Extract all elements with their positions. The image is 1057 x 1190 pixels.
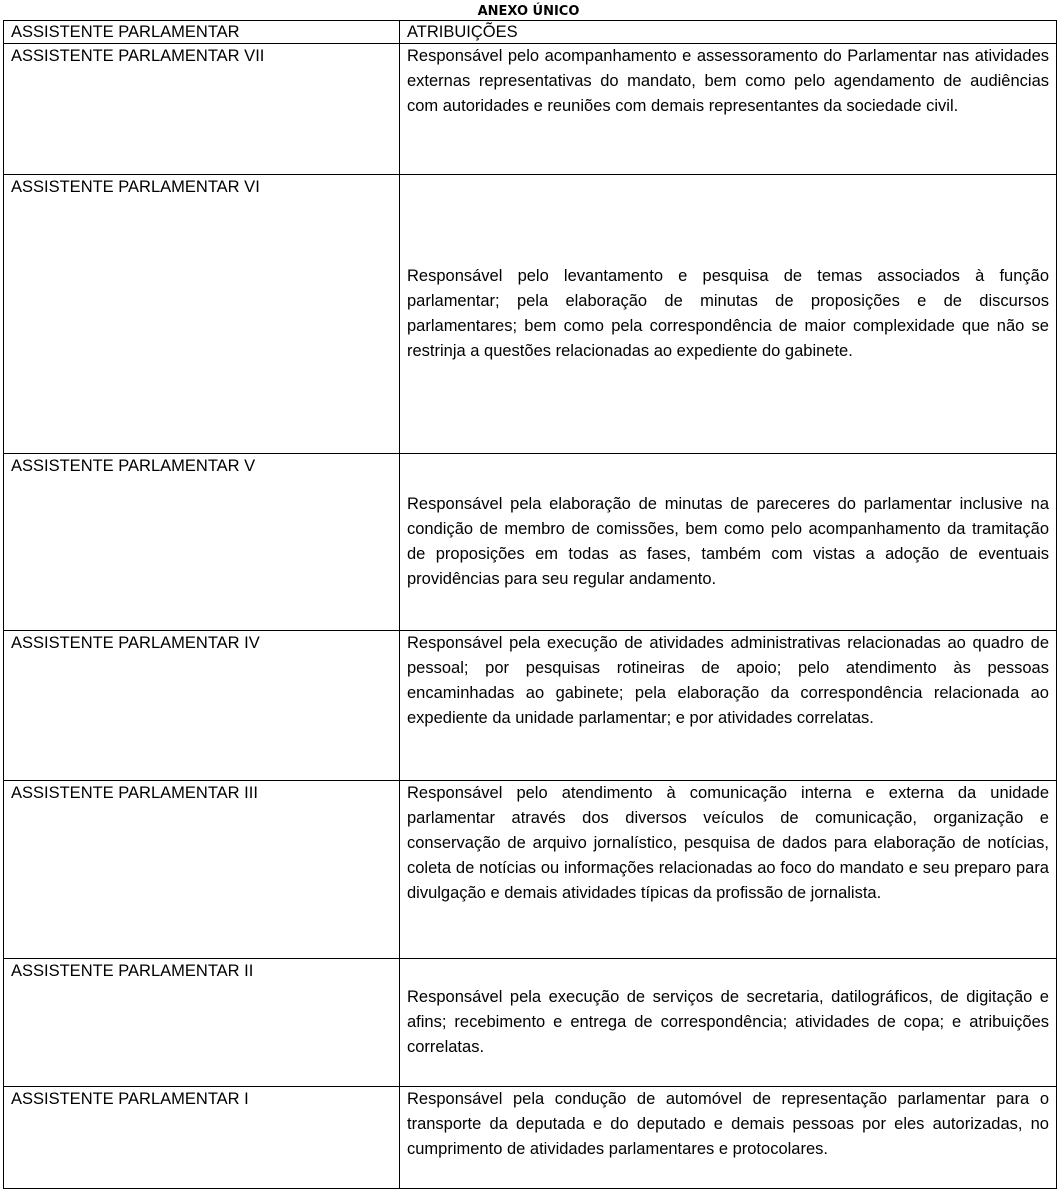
cargo-cell: ASSISTENTE PARLAMENTAR I: [4, 1087, 400, 1189]
cargo-cell: ASSISTENTE PARLAMENTAR IV: [4, 631, 400, 781]
attributions-table: [3, 20, 1057, 1189]
table-row: [4, 44, 1057, 175]
atribuicoes-cell: Responsável pela elaboração de minutas de pareceres do parlamentar inclusive na condição de membro de comissões, bem como pelo acompanhamento da tramitação de proposições em todas as fases, também com vistas a adoção de eventuais providências para seu regular andamento.: [400, 454, 1057, 631]
table-row: [4, 454, 1057, 631]
table-header-row: [4, 21, 1057, 44]
cargo-cell: ASSISTENTE PARLAMENTAR V: [4, 454, 400, 631]
table-row: [4, 781, 1057, 959]
atribuicoes-cell: Responsável pelo acompanhamento e assessoramento do Parlamentar nas atividades externas representativas do mandato, bem como pelo agendamento de audiências com autoridades e reuniões com demais representantes da sociedade civil.: [400, 44, 1057, 175]
cargo-cell: ASSISTENTE PARLAMENTAR II: [4, 959, 400, 1087]
atribuicoes-cell: Responsável pela execução de serviços de secretaria, datilográficos, de digitação e afins; recebimento e entrega de correspondência; atividades de copa; e atribuições correlatas.: [400, 959, 1057, 1087]
header-cargo: ASSISTENTE PARLAMENTAR: [4, 21, 400, 44]
cargo-cell: ASSISTENTE PARLAMENTAR VI: [4, 175, 400, 454]
cargo-cell: ASSISTENTE PARLAMENTAR VII: [4, 44, 400, 175]
cargo-cell: ASSISTENTE PARLAMENTAR III: [4, 781, 400, 959]
table-row: [4, 959, 1057, 1087]
table-row: [4, 1087, 1057, 1189]
atribuicoes-cell: Responsável pelo atendimento à comunicação interna e externa da unidade parlamentar através dos diversos veículos de comunicação, organização e conservação de arquivo jornalístico, pesquisa de dados para elaboração de notícias, coleta de notícias ou informações relacionadas ao foco do mandato e seu preparo para divulgação e demais atividades típicas da profissão de jornalista.: [400, 781, 1057, 959]
annex-title: ANEXO ÚNICO: [477, 4, 580, 19]
atribuicoes-cell: Responsável pelo levantamento e pesquisa de temas associados à função parlamentar; pela elaboração de minutas de proposições e de discursos parlamentares; bem como pela correspondência de maior complexidade que não se restrinja a questões relacionadas ao expediente do gabinete.: [400, 175, 1057, 454]
atribuicoes-cell: Responsável pela condução de automóvel de representação parlamentar para o transporte da deputada e do deputado e demais pessoas por eles autorizadas, no cumprimento de atividades parlamentares e protocolares.: [400, 1087, 1057, 1189]
atribuicoes-cell: Responsável pela execução de atividades administrativas relacionadas ao quadro de pessoal; por pesquisas rotineiras de apoio; pelo atendimento às pessoas encaminhadas ao gabinete; pela elaboração da correspondência relacionada ao expediente da unidade parlamentar; e por atividades correlatas.: [400, 631, 1057, 781]
table-row: [4, 631, 1057, 781]
header-atribuicoes: ATRIBUIÇÕES: [400, 21, 1057, 44]
table-row: [4, 175, 1057, 454]
